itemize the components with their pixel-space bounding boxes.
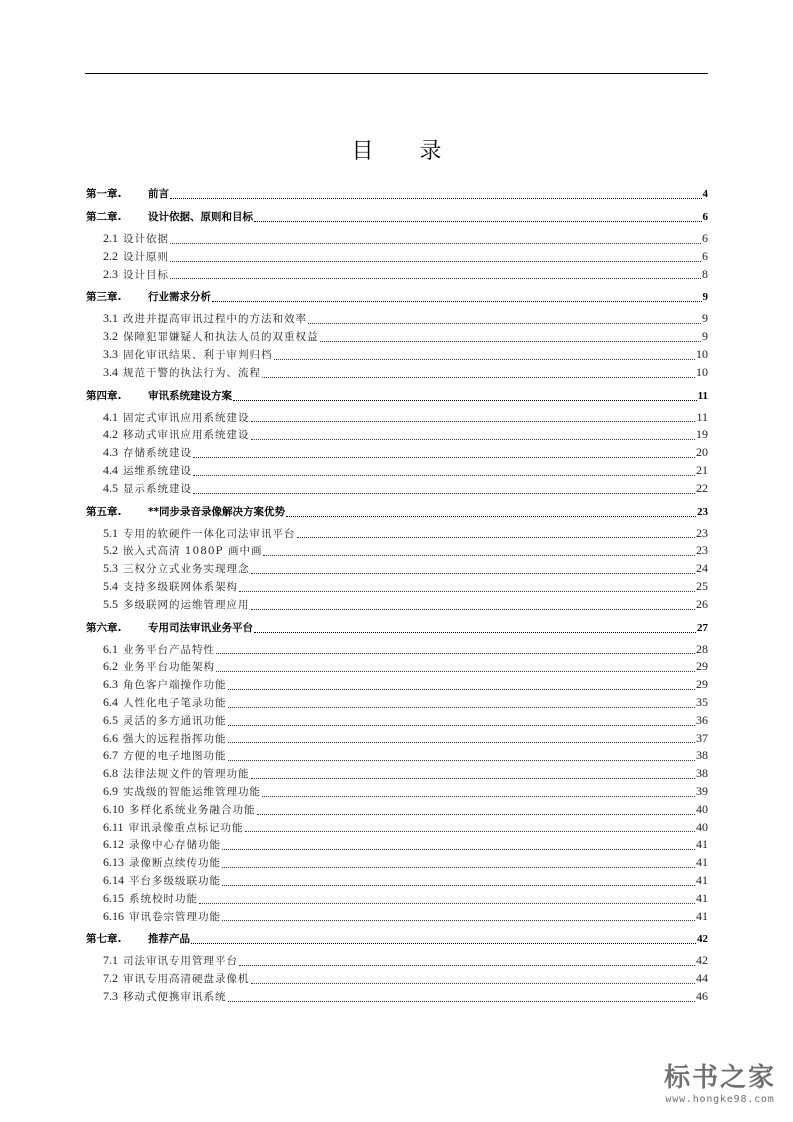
section-page-number: 29	[696, 677, 708, 692]
toc-section-entry[interactable]	[86, 409, 708, 427]
chapter-label	[86, 619, 253, 637]
chapter-title: 设计依据、原则和目标	[148, 211, 253, 223]
chapter-page-number: 4	[702, 188, 708, 200]
section-page-number: 38	[696, 766, 708, 781]
chapter-label	[86, 185, 169, 203]
dot-leader	[193, 493, 695, 494]
dot-leader	[245, 831, 695, 832]
section-page-number: 10	[696, 346, 708, 361]
section-page-number: 9	[702, 329, 708, 344]
section-label	[103, 525, 296, 543]
toc-section-entry[interactable]	[86, 578, 708, 596]
chapter-number: 第二章.	[86, 211, 122, 223]
section-label	[103, 801, 256, 819]
section-title: 方便的电子地图功能	[123, 750, 227, 763]
section-label	[103, 328, 319, 346]
section-title: 运维系统建设	[123, 464, 192, 477]
section-label	[103, 444, 192, 462]
dot-leader	[297, 537, 696, 538]
chapter-number: 第三章.	[86, 291, 122, 304]
toc-chapter-entry[interactable]	[86, 930, 708, 948]
section-label	[103, 641, 215, 659]
section-title: 专用的软硬件一体化司法审讯平台	[123, 527, 296, 540]
section-number: 6.8	[103, 766, 118, 781]
section-title: 支持多级联网体系架构	[123, 580, 238, 593]
dot-leader	[222, 920, 695, 921]
section-label	[103, 694, 227, 712]
section-number: 6.3	[103, 677, 118, 692]
section-label	[103, 310, 307, 328]
section-number: 6.7	[103, 748, 118, 763]
section-page-number: 28	[696, 641, 708, 656]
section-title: 存储系统建设	[123, 447, 192, 460]
section-number: 6.9	[103, 783, 118, 798]
toc-title-left: 目	[351, 139, 374, 164]
dot-leader	[251, 983, 696, 984]
section-label	[103, 908, 221, 926]
dot-leader	[228, 1001, 696, 1002]
chapter-page-number: 9	[702, 291, 708, 304]
chapter-title: 前言	[148, 188, 169, 200]
section-number: 3.4	[103, 364, 118, 379]
section-page-number: 23	[696, 543, 708, 558]
section-number: 4.4	[103, 462, 118, 477]
dot-leader	[216, 671, 695, 672]
section-number: 6.12	[103, 837, 124, 852]
section-label	[103, 596, 250, 614]
toc-section-entry[interactable]	[86, 712, 708, 730]
section-title: 改进并提高审讯过程中的方法和效率	[123, 313, 307, 326]
section-title: 司法审讯专用管理平台	[123, 955, 238, 968]
section-page-number: 41	[696, 872, 708, 887]
section-number: 6.10	[103, 801, 124, 816]
section-label	[103, 890, 198, 908]
chapter-title: **同步录音录像解决方案优势	[148, 505, 285, 518]
dot-leader	[228, 689, 696, 690]
section-title: 法律法规文件的管理功能	[123, 768, 250, 781]
header-rule	[85, 73, 708, 74]
section-page-number: 22	[696, 480, 708, 495]
section-title: 移动式审讯应用系统建设	[123, 429, 250, 442]
section-label	[103, 783, 261, 801]
section-page-number: 21	[696, 462, 708, 477]
dot-leader	[222, 849, 695, 850]
toc-section-entry[interactable]	[86, 801, 708, 819]
dot-leader	[251, 778, 696, 779]
section-number: 3.2	[103, 329, 118, 344]
section-label	[103, 765, 250, 783]
toc-section-entry[interactable]	[86, 596, 708, 614]
section-page-number: 6	[702, 248, 708, 263]
section-label	[103, 658, 215, 676]
toc-title-right: 录	[419, 139, 442, 164]
section-title: 固定式审讯应用系统建设	[123, 411, 250, 424]
section-title: 灵活的多方通讯功能	[123, 714, 227, 727]
section-number: 3.1	[103, 311, 118, 326]
section-title: 设计原则	[123, 250, 169, 263]
section-label	[103, 952, 238, 970]
dot-leader	[170, 261, 701, 262]
section-page-number: 41	[696, 837, 708, 852]
dot-leader	[239, 965, 695, 966]
section-page-number: 11	[696, 409, 708, 424]
section-label	[103, 480, 192, 498]
section-number: 4.3	[103, 445, 118, 460]
toc-section-entry[interactable]	[86, 542, 708, 560]
section-number: 6.15	[103, 890, 124, 905]
section-label	[103, 426, 250, 444]
dot-leader	[199, 903, 695, 904]
dot-leader	[193, 457, 695, 458]
section-title: 实战级的智能运维管理功能	[123, 785, 261, 798]
chapter-title: 行业需求分析	[148, 291, 211, 304]
section-page-number: 37	[696, 730, 708, 745]
toc-section-entry[interactable]	[86, 266, 708, 284]
section-title: 多样化系统业务融合功能	[129, 803, 256, 816]
dot-leader	[222, 867, 695, 868]
section-title: 业务平台功能架构	[123, 661, 215, 674]
section-label	[103, 970, 250, 988]
dot-leader	[233, 400, 697, 401]
toc-section-entry[interactable]	[86, 988, 708, 1006]
dot-leader	[228, 760, 696, 761]
table-of-contents	[86, 180, 708, 1006]
section-number: 7.3	[103, 988, 118, 1003]
dot-leader	[257, 814, 696, 815]
section-page-number: 46	[696, 988, 708, 1003]
section-label	[103, 462, 192, 480]
section-title: 固化审讯结果、利于审判归档	[123, 348, 273, 361]
chapter-page-number: 11	[697, 389, 708, 402]
section-title: 平台多级级联功能	[129, 874, 221, 887]
section-title: 显示系统建设	[123, 482, 192, 495]
chapter-title: 专用司法审讯业务平台	[148, 621, 253, 634]
section-number: 6.16	[103, 908, 124, 923]
section-label	[103, 676, 227, 694]
chapter-number: 第六章.	[86, 621, 122, 634]
chapter-number: 第五章.	[86, 505, 122, 518]
section-number: 6.4	[103, 694, 118, 709]
section-page-number: 35	[696, 694, 708, 709]
chapter-label	[86, 288, 211, 306]
section-title: 人性化电子笔录功能	[123, 696, 227, 709]
section-number: 6.14	[103, 872, 124, 887]
section-page-number: 23	[696, 525, 708, 540]
toc-section-entry[interactable]	[86, 908, 708, 926]
watermark-url: www.hongke98.com	[665, 1094, 775, 1105]
dot-leader	[251, 609, 696, 610]
toc-section-entry[interactable]	[86, 328, 708, 346]
dot-leader	[251, 573, 696, 574]
toc-section-entry[interactable]	[86, 890, 708, 908]
dot-leader	[254, 632, 696, 633]
section-page-number: 41	[696, 855, 708, 870]
toc-chapter-entry[interactable]	[86, 619, 708, 637]
chapter-title: 审讯系统建设方案	[148, 389, 232, 402]
section-page-number: 44	[696, 971, 708, 986]
section-page-number: 36	[696, 712, 708, 727]
toc-section-entry[interactable]	[86, 783, 708, 801]
section-page-number: 29	[696, 659, 708, 674]
dot-leader	[254, 221, 702, 222]
section-number: 5.1	[103, 525, 118, 540]
section-number: 4.1	[103, 409, 118, 424]
section-number: 5.2	[103, 543, 118, 558]
section-number: 5.3	[103, 561, 118, 576]
dot-leader	[170, 243, 701, 244]
section-title: 三权分立式业务实现理念	[123, 563, 250, 576]
toc-section-entry[interactable]	[86, 444, 708, 462]
chapter-label	[86, 930, 190, 948]
toc-chapter-entry[interactable]	[86, 185, 708, 203]
section-label	[103, 266, 169, 284]
toc-section-entry[interactable]	[86, 819, 708, 837]
section-number: 6.6	[103, 730, 118, 745]
section-label	[103, 747, 227, 765]
dot-leader	[262, 796, 695, 797]
toc-section-entry[interactable]	[86, 230, 708, 248]
toc-section-entry[interactable]	[86, 765, 708, 783]
section-title: 审讯专用高清硬盘录像机	[123, 973, 250, 986]
dot-leader	[251, 421, 696, 422]
toc-chapter-entry[interactable]	[86, 288, 708, 306]
toc-section-entry[interactable]	[86, 854, 708, 872]
chapter-number: 第七章.	[86, 933, 122, 946]
toc-section-entry[interactable]	[86, 525, 708, 543]
toc-section-entry[interactable]	[86, 480, 708, 498]
section-page-number: 38	[696, 748, 708, 763]
section-page-number: 8	[702, 266, 708, 281]
toc-section-entry[interactable]	[86, 560, 708, 578]
section-label	[103, 712, 227, 730]
section-title: 设计依据	[123, 233, 169, 245]
section-number: 4.2	[103, 427, 118, 442]
dot-leader	[222, 885, 695, 886]
section-page-number: 20	[696, 445, 708, 460]
section-page-number: 39	[696, 783, 708, 798]
section-title: 移动式便携审讯系统	[123, 990, 227, 1003]
toc-chapter-entry[interactable]	[86, 503, 708, 521]
section-page-number: 41	[696, 890, 708, 905]
dot-leader	[262, 377, 695, 378]
section-number: 6.5	[103, 712, 118, 727]
chapter-page-number: 42	[697, 933, 708, 946]
section-label	[103, 730, 227, 748]
section-title: 角色客户端操作功能	[123, 679, 227, 692]
toc-section-entry[interactable]	[86, 426, 708, 444]
dot-leader	[228, 707, 696, 708]
section-page-number: 6	[702, 231, 708, 245]
dot-leader	[228, 725, 696, 726]
section-title: 多级联网的运维管理应用	[123, 598, 250, 611]
chapter-number: 第四章.	[86, 389, 122, 402]
section-title: 审讯录像重点标记功能	[128, 821, 244, 834]
dot-leader	[170, 198, 702, 199]
section-number: 7.1	[103, 953, 118, 968]
section-page-number: 41	[696, 908, 708, 923]
section-number: 2.1	[103, 231, 118, 245]
section-title: 录像断点续传功能	[129, 857, 221, 870]
chapter-page-number: 27	[697, 621, 708, 634]
section-label	[103, 560, 250, 578]
watermark-brand: 标书之家	[663, 1063, 776, 1093]
section-title: 规范干警的执法行为、流程	[123, 366, 261, 379]
chapter-number: 第一章.	[86, 188, 122, 200]
dot-leader	[274, 359, 696, 360]
chapter-label	[86, 503, 285, 521]
section-label	[103, 988, 227, 1006]
dot-leader	[193, 475, 695, 476]
section-label	[103, 364, 261, 382]
section-page-number: 9	[702, 311, 708, 326]
section-label	[103, 409, 250, 427]
watermark-logo	[650, 1063, 790, 1107]
section-label	[103, 819, 244, 837]
toc-section-entry[interactable]	[86, 364, 708, 382]
toc-section-entry[interactable]	[86, 248, 708, 266]
toc-section-entry[interactable]	[86, 872, 708, 890]
dot-leader	[308, 323, 701, 324]
toc-section-entry[interactable]	[86, 747, 708, 765]
section-title: 设计目标	[123, 268, 169, 281]
dot-leader	[239, 591, 695, 592]
toc-section-entry[interactable]	[86, 676, 708, 694]
toc-chapter-entry[interactable]	[86, 387, 708, 405]
section-page-number: 25	[696, 578, 708, 593]
dot-leader	[191, 943, 696, 944]
dot-leader	[320, 341, 702, 342]
chapter-label	[86, 387, 232, 405]
toc-section-entry[interactable]	[86, 730, 708, 748]
section-title: 录像中心存储功能	[129, 839, 221, 852]
dot-leader	[170, 278, 701, 279]
section-number: 6.11	[103, 819, 124, 834]
section-title: 嵌入式高清 1080P 画中画	[123, 545, 263, 558]
toc-chapter-entry[interactable]	[86, 208, 708, 226]
dot-leader	[263, 555, 695, 556]
section-number: 6.2	[103, 659, 118, 674]
toc-section-entry[interactable]	[86, 641, 708, 659]
toc-section-entry[interactable]	[86, 694, 708, 712]
section-number: 7.2	[103, 971, 118, 986]
section-page-number: 42	[696, 953, 708, 968]
section-number: 3.3	[103, 346, 118, 361]
section-label	[103, 836, 221, 854]
toc-section-entry[interactable]	[86, 310, 708, 328]
section-label	[103, 542, 262, 560]
section-number: 2.3	[103, 266, 118, 281]
toc-section-entry[interactable]	[86, 346, 708, 364]
section-label	[103, 854, 221, 872]
section-number: 2.2	[103, 248, 118, 263]
section-title: 强大的远程指挥功能	[123, 732, 227, 745]
dot-leader	[228, 742, 696, 743]
section-page-number: 40	[696, 819, 708, 834]
section-page-number: 26	[696, 596, 708, 611]
section-label	[103, 872, 221, 890]
section-title: 保障犯罪嫌疑人和执法人员的双重权益	[123, 331, 319, 344]
section-title: 审讯卷宗管理功能	[129, 910, 221, 923]
section-page-number: 19	[696, 427, 708, 442]
section-label	[103, 230, 169, 248]
toc-section-entry[interactable]	[86, 836, 708, 854]
toc-section-entry[interactable]	[86, 462, 708, 480]
toc-section-entry[interactable]	[86, 658, 708, 676]
section-label	[103, 578, 238, 596]
section-page-number: 24	[696, 561, 708, 576]
section-label	[103, 248, 169, 266]
section-title: 业务平台产品特性	[123, 643, 215, 656]
chapter-page-number: 6	[702, 211, 708, 223]
section-label	[103, 346, 273, 364]
section-page-number: 40	[696, 801, 708, 816]
chapter-page-number: 23	[697, 505, 708, 518]
section-number: 6.1	[103, 641, 118, 656]
section-number: 4.5	[103, 480, 118, 495]
toc-title	[0, 134, 793, 165]
toc-section-entry[interactable]	[86, 952, 708, 970]
section-number: 6.13	[103, 855, 124, 870]
chapter-label	[86, 208, 253, 226]
toc-section-entry[interactable]	[86, 970, 708, 988]
dot-leader	[212, 301, 702, 302]
dot-leader	[216, 653, 695, 654]
section-page-number: 10	[696, 364, 708, 379]
chapter-title: 推荐产品	[148, 933, 190, 946]
section-title: 系统校时功能	[129, 892, 198, 905]
section-number: 5.5	[103, 596, 118, 611]
dot-leader	[251, 439, 696, 440]
dot-leader	[286, 516, 696, 517]
section-number: 5.4	[103, 578, 118, 593]
